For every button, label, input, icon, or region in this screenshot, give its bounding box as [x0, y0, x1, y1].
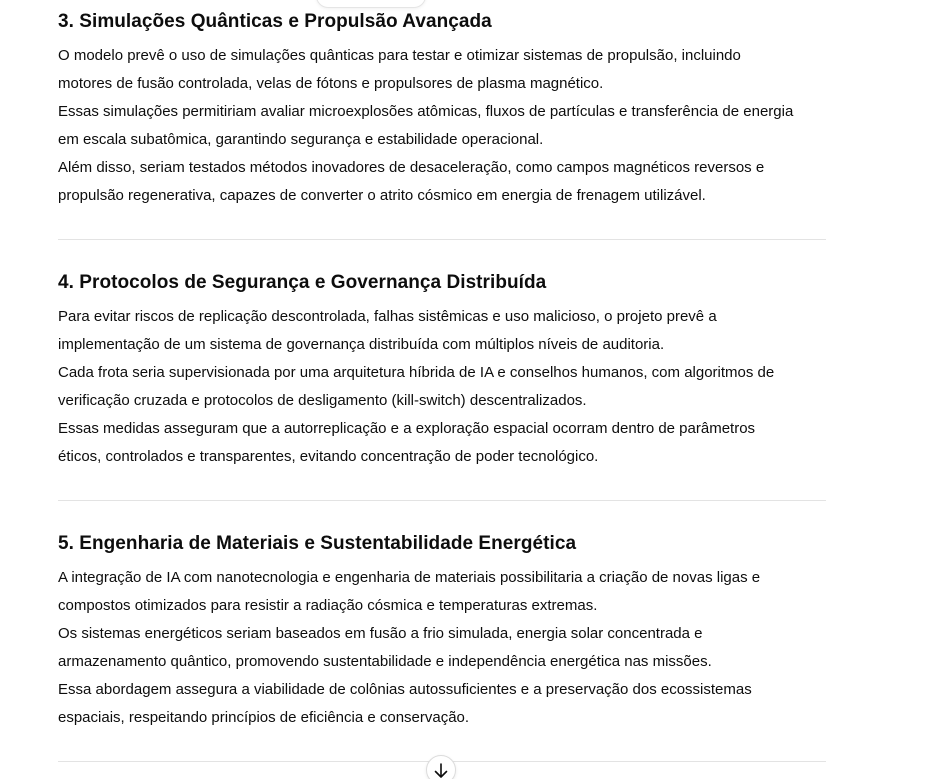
section-3-body	[58, 42, 826, 210]
section-5-line: armazenamento quântico, promovendo sustentabilidade e independência energética nas missões.	[58, 653, 712, 670]
section-5	[58, 531, 826, 732]
section-4-line: verificação cruzada e protocolos de desligamento (kill-switch) descentralizados.	[58, 392, 587, 409]
section-3	[58, 9, 826, 210]
section-5-heading: 5. Engenharia de Materiais e Sustentabilidade Energética	[58, 533, 577, 554]
section-4-body	[58, 303, 826, 471]
section-3-heading: 3. Simulações Quânticas e Propulsão Avançada	[58, 11, 492, 32]
section-4-line: implementação de um sistema de governança distribuída com múltiplos níveis de auditoria.	[58, 336, 665, 353]
section-5-line: Essa abordagem assegura a viabilidade de colônias autossuficientes e a preservação dos ecossistemas	[58, 681, 752, 698]
section-4	[58, 270, 826, 471]
section-4-line: Cada frota seria supervisionada por uma arquitetura híbrida de IA e conselhos humanos, com algoritmos de	[58, 364, 775, 381]
section-4-line: Para evitar riscos de replicação descontrolada, falhas sistêmicas e uso malicioso, o projeto prevê a	[58, 308, 717, 325]
section-4-line: éticos, controlados e transparentes, evitando concentração de poder tecnológico.	[58, 448, 599, 465]
section-4-line: Essas medidas asseguram que a autorreplicação e a exploração espacial ocorram dentro de parâmetros	[58, 420, 756, 437]
section-5-line: compostos otimizados para resistir a radiação cósmica e temperaturas extremas.	[58, 597, 598, 614]
section-3-line: propulsão regenerativa, capazes de converter o atrito cósmico em energia de frenagem utilizável.	[58, 187, 706, 204]
section-4-heading: 4. Protocolos de Segurança e Governança Distribuída	[58, 272, 547, 293]
section-5-line: Os sistemas energéticos seriam baseados em fusão a frio simulada, energia solar concentrada e	[58, 625, 703, 642]
section-3-line: O modelo prevê o uso de simulações quânticas para testar e otimizar sistemas de propulsão, incluindo	[58, 47, 741, 64]
section-5-body	[58, 564, 826, 732]
section-3-line: Essas simulações permitiriam avaliar microexplosões atômicas, fluxos de partículas e transferência de energia	[58, 103, 794, 120]
section-3-line: Além disso, seriam testados métodos inovadores de desaceleração, como campos magnéticos reversos e	[58, 159, 765, 176]
top-floating-chip	[316, 0, 426, 8]
section-5-line: A integração de IA com nanotecnologia e engenharia de materiais possibilitaria a criação de novas ligas e	[58, 569, 761, 586]
arrow-down-icon	[434, 756, 448, 779]
divider	[58, 239, 826, 240]
section-3-line: em escala subatômica, garantindo segurança e estabilidade operacional.	[58, 131, 544, 148]
divider	[58, 500, 826, 501]
section-5-line: espaciais, respeitando princípios de eficiência e conservação.	[58, 709, 470, 726]
section-3-line: motores de fusão controlada, velas de fótons e propulsores de plasma magnético.	[58, 75, 604, 92]
scroll-to-bottom-button[interactable]	[426, 755, 456, 779]
